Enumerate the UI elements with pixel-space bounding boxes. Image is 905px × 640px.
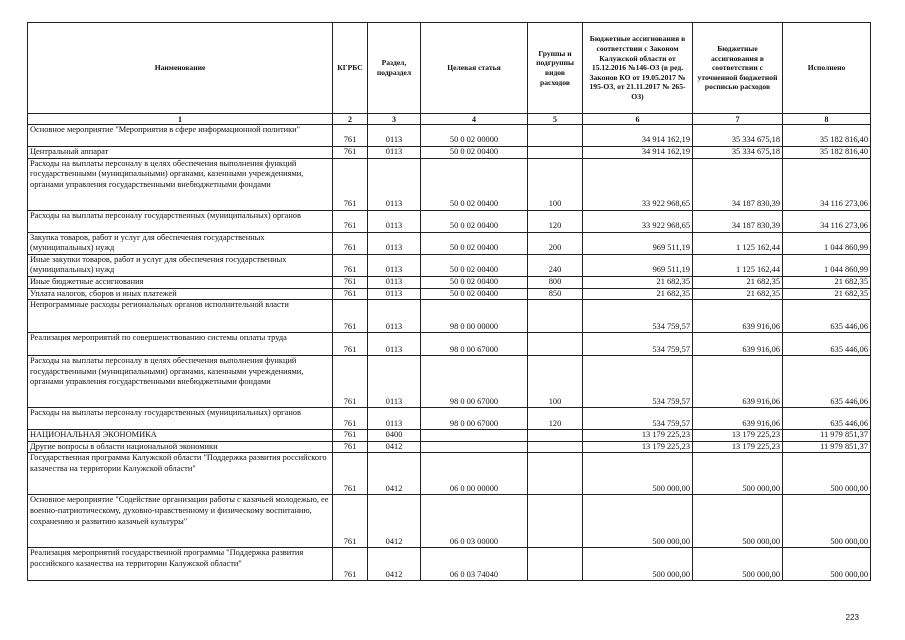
cell-name: Основное мероприятие "Мероприятия в сфере информационной политики" — [28, 125, 333, 147]
cell-refined: 35 334 675,18 — [693, 125, 783, 147]
cell-target-article: 06 0 03 74040 — [421, 548, 528, 581]
table-row — [28, 408, 871, 430]
column-number: 3 — [368, 114, 421, 125]
cell-section: 0412 — [368, 495, 421, 548]
cell-expense-group: 120 — [528, 408, 583, 430]
cell-kgrbs: 761 — [333, 300, 368, 333]
cell-executed: 35 182 816,40 — [783, 147, 871, 159]
cell-approved: 13 179 225,23 — [583, 441, 693, 453]
cell-name: Государственная программа Калужской области "Поддержка развития российского казачества на территории Калужской области" — [28, 453, 333, 495]
cell-approved: 33 922 968,65 — [583, 158, 693, 210]
table-row — [28, 147, 871, 159]
cell-executed: 635 446,06 — [783, 333, 871, 356]
cell-executed: 1 044 860,99 — [783, 254, 871, 276]
cell-target-article: 98 0 00 00000 — [421, 300, 528, 333]
cell-executed: 34 116 273,06 — [783, 158, 871, 210]
cell-kgrbs: 761 — [333, 210, 368, 232]
cell-section: 0113 — [368, 147, 421, 159]
cell-name: Расходы на выплаты персоналу в целях обеспечения выполнения функций государственными (муниципальными) органами, казенными учреждениями, органами управления государственными внебюджетными фондами — [28, 356, 333, 408]
cell-executed: 500 000,00 — [783, 495, 871, 548]
cell-target-article: 50 0 02 00400 — [421, 210, 528, 232]
table-body — [28, 125, 871, 581]
cell-refined: 1 125 162,44 — [693, 254, 783, 276]
cell-approved: 534 759,57 — [583, 408, 693, 430]
cell-target-article — [421, 441, 528, 453]
cell-expense-group — [528, 441, 583, 453]
cell-section: 0412 — [368, 453, 421, 495]
cell-approved: 21 682,35 — [583, 288, 693, 300]
cell-section: 0113 — [368, 125, 421, 147]
cell-executed: 635 446,06 — [783, 300, 871, 333]
table-row — [28, 430, 871, 442]
cell-section: 0113 — [368, 300, 421, 333]
cell-expense-group: 100 — [528, 158, 583, 210]
table-row — [28, 254, 871, 276]
cell-target-article: 98 0 00 67000 — [421, 408, 528, 430]
cell-approved: 500 000,00 — [583, 548, 693, 581]
cell-target-article: 50 0 02 00400 — [421, 254, 528, 276]
cell-kgrbs: 761 — [333, 430, 368, 442]
cell-refined: 639 916,06 — [693, 408, 783, 430]
cell-section: 0412 — [368, 441, 421, 453]
cell-executed: 635 446,06 — [783, 408, 871, 430]
cell-kgrbs: 761 — [333, 232, 368, 254]
header-section: Раздел, подраздел — [368, 23, 421, 114]
cell-expense-group — [528, 548, 583, 581]
cell-refined: 1 125 162,44 — [693, 232, 783, 254]
cell-expense-group: 120 — [528, 210, 583, 232]
cell-kgrbs: 761 — [333, 453, 368, 495]
cell-approved: 34 914 162,19 — [583, 147, 693, 159]
cell-kgrbs: 761 — [333, 147, 368, 159]
cell-executed: 11 979 851,37 — [783, 430, 871, 442]
cell-refined: 639 916,06 — [693, 300, 783, 333]
cell-expense-group — [528, 125, 583, 147]
cell-expense-group: 800 — [528, 276, 583, 288]
cell-expense-group — [528, 495, 583, 548]
cell-expense-group — [528, 333, 583, 356]
cell-refined: 13 179 225,23 — [693, 441, 783, 453]
cell-approved: 534 759,57 — [583, 356, 693, 408]
cell-kgrbs: 761 — [333, 276, 368, 288]
column-number: 6 — [583, 114, 693, 125]
cell-approved: 34 914 162,19 — [583, 125, 693, 147]
table-row — [28, 210, 871, 232]
cell-expense-group — [528, 300, 583, 333]
cell-refined: 21 682,35 — [693, 276, 783, 288]
cell-name: Иные бюджетные ассигнования — [28, 276, 333, 288]
header-row — [28, 23, 871, 114]
cell-refined: 21 682,35 — [693, 288, 783, 300]
cell-section: 0412 — [368, 548, 421, 581]
table-row — [28, 276, 871, 288]
header-name: Наименование — [28, 23, 333, 114]
cell-name: Закупка товаров, работ и услуг для обеспечения государственных (муниципальных) нужд — [28, 232, 333, 254]
table-row — [28, 495, 871, 548]
cell-expense-group: 200 — [528, 232, 583, 254]
column-number: 1 — [28, 114, 333, 125]
cell-expense-group — [528, 453, 583, 495]
cell-section: 0113 — [368, 210, 421, 232]
cell-approved: 534 759,57 — [583, 300, 693, 333]
cell-executed: 35 182 816,40 — [783, 125, 871, 147]
cell-target-article: 06 0 00 00000 — [421, 453, 528, 495]
header-approved: Бюджетные ассигнования в соответствии с Законом Калужской области от 15.12.2016 №146-ОЗ (в ред. Законов КО от 19.05.2017 № 195-ОЗ, от 21.11.2017 № 265-ОЗ) — [583, 23, 693, 114]
table-row — [28, 548, 871, 581]
table-row — [28, 158, 871, 210]
table-row — [28, 232, 871, 254]
cell-target-article: 98 0 00 67000 — [421, 333, 528, 356]
cell-kgrbs: 761 — [333, 495, 368, 548]
cell-target-article: 50 0 02 00400 — [421, 147, 528, 159]
page-number: 223 — [845, 613, 859, 622]
cell-section: 0113 — [368, 232, 421, 254]
cell-kgrbs: 761 — [333, 333, 368, 356]
header-refined: Бюджетные ассигнования в соответствии с уточненной бюджетной росписью расходов — [693, 23, 783, 114]
cell-name: НАЦИОНАЛЬНАЯ ЭКОНОМИКА — [28, 430, 333, 442]
cell-approved: 500 000,00 — [583, 495, 693, 548]
header-target-article: Целевая статья — [421, 23, 528, 114]
cell-kgrbs: 761 — [333, 158, 368, 210]
cell-target-article: 50 0 02 00400 — [421, 288, 528, 300]
cell-target-article: 06 0 03 00000 — [421, 495, 528, 548]
table-row — [28, 441, 871, 453]
cell-refined: 34 187 830,39 — [693, 210, 783, 232]
cell-section: 0113 — [368, 158, 421, 210]
cell-approved: 33 922 968,65 — [583, 210, 693, 232]
cell-section: 0113 — [368, 288, 421, 300]
cell-section: 0113 — [368, 408, 421, 430]
cell-executed: 500 000,00 — [783, 453, 871, 495]
cell-refined: 34 187 830,39 — [693, 158, 783, 210]
column-number-row — [28, 114, 871, 125]
cell-name: Расходы на выплаты персоналу государственных (муниципальных) органов — [28, 210, 333, 232]
cell-kgrbs: 761 — [333, 356, 368, 408]
column-number: 8 — [783, 114, 871, 125]
cell-refined: 500 000,00 — [693, 548, 783, 581]
cell-name: Иные закупки товаров, работ и услуг для обеспечения государственных (муниципальных) нужд — [28, 254, 333, 276]
cell-name: Другие вопросы в области национальной экономики — [28, 441, 333, 453]
cell-refined: 639 916,06 — [693, 356, 783, 408]
table-row — [28, 453, 871, 495]
cell-name: Уплата налогов, сборов и иных платежей — [28, 288, 333, 300]
cell-target-article: 50 0 02 00400 — [421, 276, 528, 288]
cell-section: 0113 — [368, 254, 421, 276]
cell-expense-group — [528, 147, 583, 159]
cell-expense-group: 100 — [528, 356, 583, 408]
header-kgrbs: КГРБС — [333, 23, 368, 114]
cell-target-article: 98 0 00 67000 — [421, 356, 528, 408]
table-row — [28, 288, 871, 300]
cell-executed: 34 116 273,06 — [783, 210, 871, 232]
cell-target-article: 50 0 02 00400 — [421, 158, 528, 210]
cell-section: 0113 — [368, 356, 421, 408]
cell-section: 0113 — [368, 333, 421, 356]
cell-approved: 969 511,19 — [583, 232, 693, 254]
cell-kgrbs: 761 — [333, 288, 368, 300]
column-number: 4 — [421, 114, 528, 125]
cell-name: Реализация мероприятий по совершенствованию системы оплаты труда — [28, 333, 333, 356]
table-row — [28, 300, 871, 333]
cell-kgrbs: 761 — [333, 125, 368, 147]
cell-name: Реализация мероприятий государственной программы "Поддержка развития российского казачества на территории Калужской области" — [28, 548, 333, 581]
column-number: 5 — [528, 114, 583, 125]
cell-executed: 1 044 860,99 — [783, 232, 871, 254]
cell-approved: 500 000,00 — [583, 453, 693, 495]
cell-name: Центральный аппарат — [28, 147, 333, 159]
column-number: 7 — [693, 114, 783, 125]
cell-approved: 534 759,57 — [583, 333, 693, 356]
cell-approved: 969 511,19 — [583, 254, 693, 276]
cell-expense-group: 850 — [528, 288, 583, 300]
cell-refined: 500 000,00 — [693, 495, 783, 548]
header-expense-group: Группы и подгруппы видов расходов — [528, 23, 583, 114]
cell-approved: 13 179 225,23 — [583, 430, 693, 442]
cell-executed: 500 000,00 — [783, 548, 871, 581]
cell-refined: 35 334 675,18 — [693, 147, 783, 159]
cell-name: Расходы на выплаты персоналу государственных (муниципальных) органов — [28, 408, 333, 430]
cell-kgrbs: 761 — [333, 254, 368, 276]
cell-target-article — [421, 430, 528, 442]
header-executed: Исполнено — [783, 23, 871, 114]
cell-expense-group: 240 — [528, 254, 583, 276]
cell-executed: 21 682,35 — [783, 288, 871, 300]
cell-target-article: 50 0 02 00000 — [421, 125, 528, 147]
table-row — [28, 356, 871, 408]
cell-name: Непрограммные расходы региональных органов исполнительной власти — [28, 300, 333, 333]
table-row — [28, 333, 871, 356]
cell-section: 0400 — [368, 430, 421, 442]
cell-executed: 11 979 851,37 — [783, 441, 871, 453]
cell-refined: 639 916,06 — [693, 333, 783, 356]
cell-approved: 21 682,35 — [583, 276, 693, 288]
cell-section: 0113 — [368, 276, 421, 288]
table-row — [28, 125, 871, 147]
cell-kgrbs: 761 — [333, 441, 368, 453]
cell-executed: 635 446,06 — [783, 356, 871, 408]
cell-kgrbs: 761 — [333, 408, 368, 430]
cell-expense-group — [528, 430, 583, 442]
cell-refined: 13 179 225,23 — [693, 430, 783, 442]
cell-refined: 500 000,00 — [693, 453, 783, 495]
cell-kgrbs: 761 — [333, 548, 368, 581]
cell-name: Расходы на выплаты персоналу в целях обеспечения выполнения функций государственными (муниципальными) органами, казенными учреждениями, органами управления государственными внебюджетными фондами — [28, 158, 333, 210]
budget-table — [27, 22, 871, 581]
column-number: 2 — [333, 114, 368, 125]
cell-name: Основное мероприятие "Содействие организации работы с казачьей молодежью, ее военно-патриотическому, духовно-нравственному и физическому воспитанию, сохранению и развитию казачьей культуры" — [28, 495, 333, 548]
cell-executed: 21 682,35 — [783, 276, 871, 288]
cell-target-article: 50 0 02 00400 — [421, 232, 528, 254]
